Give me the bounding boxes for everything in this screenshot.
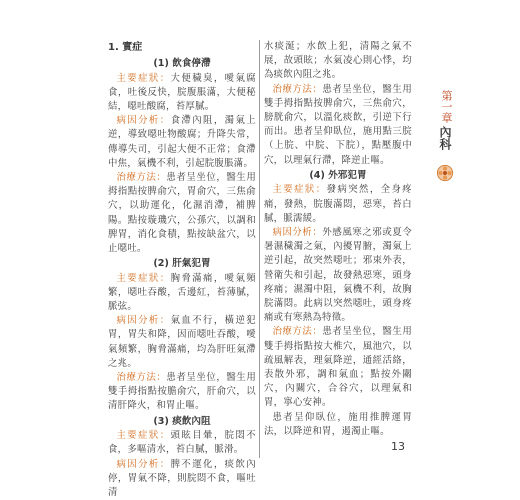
right-column [264, 40, 412, 439]
column-divider [259, 40, 260, 458]
subheading-liver-qi: (2) 肝氣犯胃 [153, 258, 211, 270]
paragraph-symptoms-3: 主要症狀：頭眩目暈，脘悶不食，多嘔清水，苔白膩，脈滑。 [108, 430, 256, 456]
paragraph-treatment-3: 治療方法：患者呈坐位，醫生用雙手拇指點按脾俞穴，三焦俞穴，膀胱俞穴，以溫化痰飲，引逆下行而出。患者呈仰臥位，施用點三脘（上脘、中脘、下脘），點壓腹中穴，以理氣行滯，降逆止嘔。 [264, 83, 412, 166]
label-cause-analysis: 病因分析： [116, 458, 171, 470]
label-cause-analysis: 病因分析： [272, 226, 323, 238]
section-heading-excess-syndrome: 1. 實症 [108, 42, 143, 53]
subheading-phlegm: (3) 痰飲內阻 [153, 415, 211, 427]
paragraph-symptoms-4: 主要症狀：發病突然，全身疼痛，發熱，脘腹滿悶，惡寒，苔白膩，脈濡緩。 [264, 184, 412, 224]
page-number: 13 [391, 440, 405, 453]
label-treatment: 治療方法： [272, 326, 323, 338]
label-main-symptoms: 主要症狀： [116, 72, 171, 84]
label-cause-analysis: 病因分析： [116, 315, 171, 327]
paragraph-cause-3: 病因分析：脾不運化，痰飲內停，胃氣不降，則脘悶不食，嘔吐清 [108, 458, 256, 498]
paragraph-cause-2: 病因分析：氣血不行，橫逆犯胃，胃失和降，因而噁吐吞酸，噯氣頻繁，胸脅滿痛，均為肝旺氣滯之兆。 [108, 315, 256, 369]
paragraph-cause-1: 病因分析：食滯內阻，濁氣上逆，導致噁吐物酸腐；升降失常，傳導失司，引起大便不正常；食滯中焦，氣機不利，引起脘腹脹滿。 [108, 115, 256, 169]
paragraph-cause-4: 病因分析：外感風寒之邪或夏令暑濕穢濁之氣，內擾胃腑，濁氣上逆引起，故突然噁吐；邪束外表，營衛失和引起，故發熱惡寒，頭身疼痛；濕濁中阻，氣機不利，故胸脘滿悶。此病以突然噁吐，頭身疼痛或有寒熱為特徵。 [264, 226, 412, 324]
section-label-internal-medicine: 內科 [438, 126, 452, 150]
label-main-symptoms: 主要症狀： [116, 430, 171, 442]
chapter-label: 第一章 [440, 89, 453, 123]
label-cause-analysis: 病因分析： [116, 115, 171, 127]
label-main-symptoms: 主要症狀： [272, 184, 327, 196]
paragraph-treatment-1: 治療方法：患者呈坐位，醫生用拇指點按脾俞穴，胃俞穴，三焦俞穴，以助運化，化濕消滯，補脾陽。點按璇璣穴，公孫穴，以調和脾胃，消化食積，點按缺盆穴，以止噁吐。 [108, 171, 256, 254]
label-treatment: 治療方法： [116, 372, 167, 384]
label-treatment: 治療方法： [272, 83, 323, 95]
subheading-food-stagnation: (1) 飲食停滯 [153, 58, 211, 69]
label-main-symptoms: 主要症狀： [116, 272, 171, 284]
chapter-side-tab [432, 86, 462, 186]
paragraph-symptoms-1: 主要症狀：大便穢臭，噯氣腐食，吐後反快，脘腹脹滿，大便秘結，噁吐酸腐，苔厚膩。 [108, 72, 256, 112]
label-treatment: 治療方法： [116, 171, 167, 183]
flower-emblem-icon [436, 164, 454, 182]
subheading-external-pathogen: (4) 外邪犯胃 [309, 169, 367, 181]
paragraph-symptoms-2: 主要症狀：胸脅滿痛，噯氣頻繁，噁吐吞酸，舌邊紅，苔薄膩，脈弦。 [108, 272, 256, 313]
paragraph-treatment-4: 治療方法：患者呈坐位，醫生用雙手拇指點按大椎穴，風池穴，以疏風解表，理氣降逆，通經活絡，表散外邪，調和氣血；點按外關穴，內關穴，合谷穴，以理氣和胃，寧心安神。 [264, 326, 412, 409]
left-column [108, 40, 256, 500]
paragraph-final: 患者呈仰臥位，施用推脾運胃法，以降逆和胃，遏濁止嘔。 [264, 411, 412, 437]
paragraph-continued: 水痰涎；水飲上犯，清陽之氣不展，故頭眩；水氣凌心則心悸，均為痰飲內阻之兆。 [264, 41, 412, 81]
paragraph-treatment-2: 治療方法：患者呈坐位，醫生用雙手拇指點按膽俞穴，肝俞穴，以清肝降火，和胃止嘔。 [108, 372, 256, 412]
